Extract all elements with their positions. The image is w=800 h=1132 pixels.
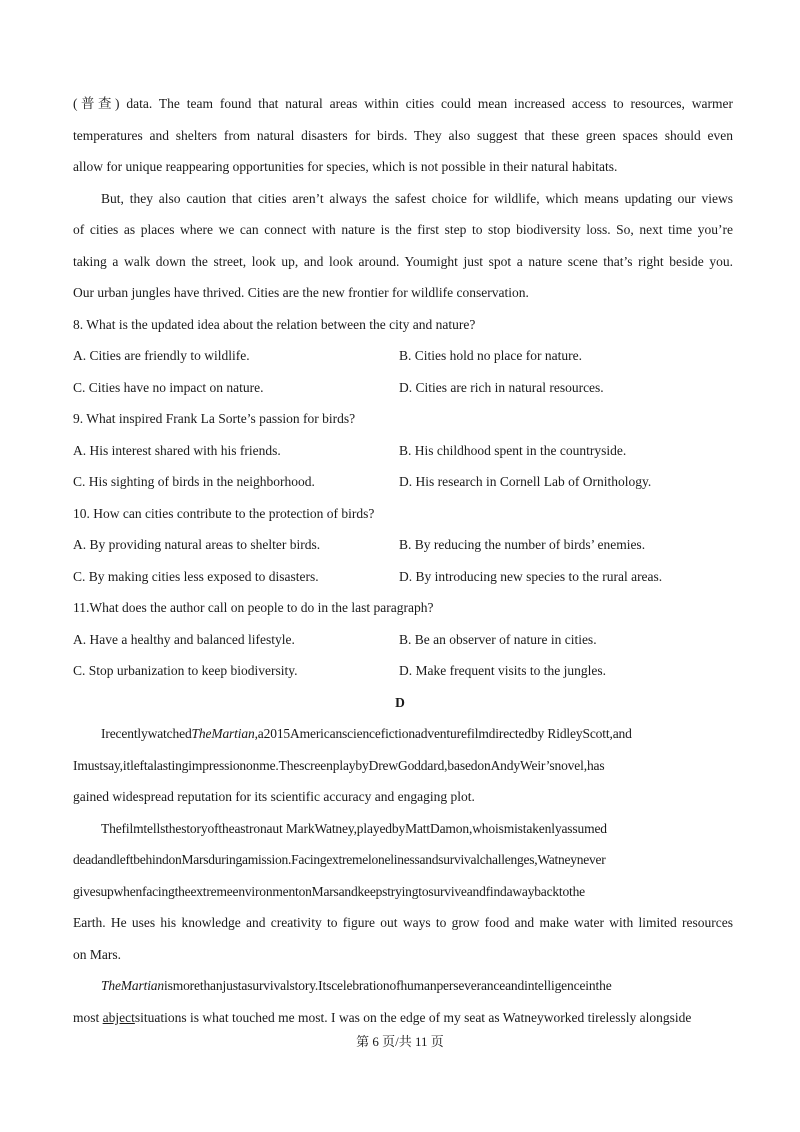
option-d: D. Make frequent visits to the jungles. bbox=[399, 663, 606, 678]
text-run: Irecentlywatched bbox=[101, 726, 192, 741]
question-stem: 9. What inspired Frank La Sorte’s passion for birds? bbox=[73, 411, 356, 426]
paragraph-line: Earth. He uses his knowledge and creativity to figure out ways to grow food and make water with limited resources bbox=[73, 915, 733, 930]
paragraph-line: temperatures and shelters from natural disasters for birds. They also suggest that these green spaces should even bbox=[73, 128, 733, 143]
text-run: ,a2015Americansciencefictionadventurefilmdirectedby RidleyScott,and bbox=[254, 726, 632, 741]
paragraph-line: But, they also caution that cities aren’t always the safest choice for wildlife, which means updating our views bbox=[101, 191, 733, 206]
paragraph-line bbox=[101, 977, 733, 995]
option-c: C. By making cities less exposed to disasters. bbox=[73, 569, 319, 584]
text-run: most bbox=[73, 1010, 103, 1025]
paragraph-line: deadandleftbehindonMarsduringamission.Facingextremelonelinessandsurvivalchallenges,Watneynever bbox=[73, 852, 606, 867]
text-run: situations is what touched me most. I was on the edge of my seat as Watneyworked tirelessly alongside bbox=[134, 1010, 692, 1025]
option-d: D. By introducing new species to the rural areas. bbox=[399, 569, 663, 584]
paragraph-line bbox=[101, 725, 733, 743]
option-b: B. By reducing the number of birds’ enemies. bbox=[399, 537, 646, 552]
paragraph-line bbox=[73, 1009, 733, 1027]
option-a: A. By providing natural areas to shelter birds. bbox=[73, 537, 321, 552]
question-stem: 10. How can cities contribute to the protection of birds? bbox=[73, 506, 375, 521]
paragraph-line: (普查) data. The team found that natural areas within cities could mean increased access to resources, warmer bbox=[73, 96, 733, 111]
underlined-word: abject bbox=[102, 1010, 135, 1025]
paragraph-line: gained widespread reputation for its scientific accuracy and engaging plot. bbox=[73, 789, 475, 804]
text-run: ismorethanjustasurvivalstory.Itscelebrationofhumanperseveranceandintelligenceinthe bbox=[164, 978, 612, 993]
paragraph-line: taking a walk down the street, look up, and look around. Youmight just spot a nature scene that’s right beside you. bbox=[73, 254, 733, 269]
question-stem: 11.What does the author call on people to do in the last paragraph? bbox=[73, 600, 434, 615]
paragraph-line: Our urban jungles have thrived. Cities are the new frontier for wildlife conservation. bbox=[73, 285, 529, 300]
paragraph-line: givesupwhenfacingtheextremeenvironmentonMarsandkeepstryingtosurviveandfindawaybacktothe bbox=[73, 884, 585, 899]
paragraph-line: Imustsay,itleftalastingimpressiononme.ThescreenplaybyDrewGoddard,basedonAndyWeir’snovel,has bbox=[73, 758, 605, 773]
film-title: TheMartian bbox=[191, 726, 255, 741]
option-d: D. Cities are rich in natural resources. bbox=[399, 380, 604, 395]
option-c: C. Cities have no impact on nature. bbox=[73, 380, 264, 395]
option-a: A. Have a healthy and balanced lifestyle. bbox=[73, 632, 295, 647]
option-a: A. His interest shared with his friends. bbox=[73, 443, 281, 458]
option-d: D. His research in Cornell Lab of Ornithology. bbox=[399, 474, 652, 489]
option-a: A. Cities are friendly to wildlife. bbox=[73, 348, 250, 363]
paragraph-line: of cities as places where we can connect with nature is the first step to stop biodiversity loss. So, next time you’re bbox=[73, 222, 733, 237]
paragraph-line: allow for unique reappearing opportunities for species, which is not possible in their natural habitats. bbox=[73, 159, 618, 174]
question-stem: 8. What is the updated idea about the relation between the city and nature? bbox=[73, 317, 476, 332]
option-b: B. Be an observer of nature in cities. bbox=[399, 632, 597, 647]
option-c: C. His sighting of birds in the neighborhood. bbox=[73, 474, 315, 489]
option-c: C. Stop urbanization to keep biodiversity. bbox=[73, 663, 298, 678]
paragraph-line: Thefilmtellsthestoryoftheastronaut MarkWatney,playedbyMattDamon,whoismistakenlyassumed bbox=[101, 821, 607, 836]
page-number: 第 6 页/共 11 页 bbox=[356, 1034, 444, 1049]
option-b: B. His childhood spent in the countryside. bbox=[399, 443, 627, 458]
film-title: TheMartian bbox=[101, 978, 165, 993]
option-b: B. Cities hold no place for nature. bbox=[399, 348, 582, 363]
section-heading: D bbox=[395, 695, 405, 710]
paragraph-line: on Mars. bbox=[73, 947, 121, 962]
